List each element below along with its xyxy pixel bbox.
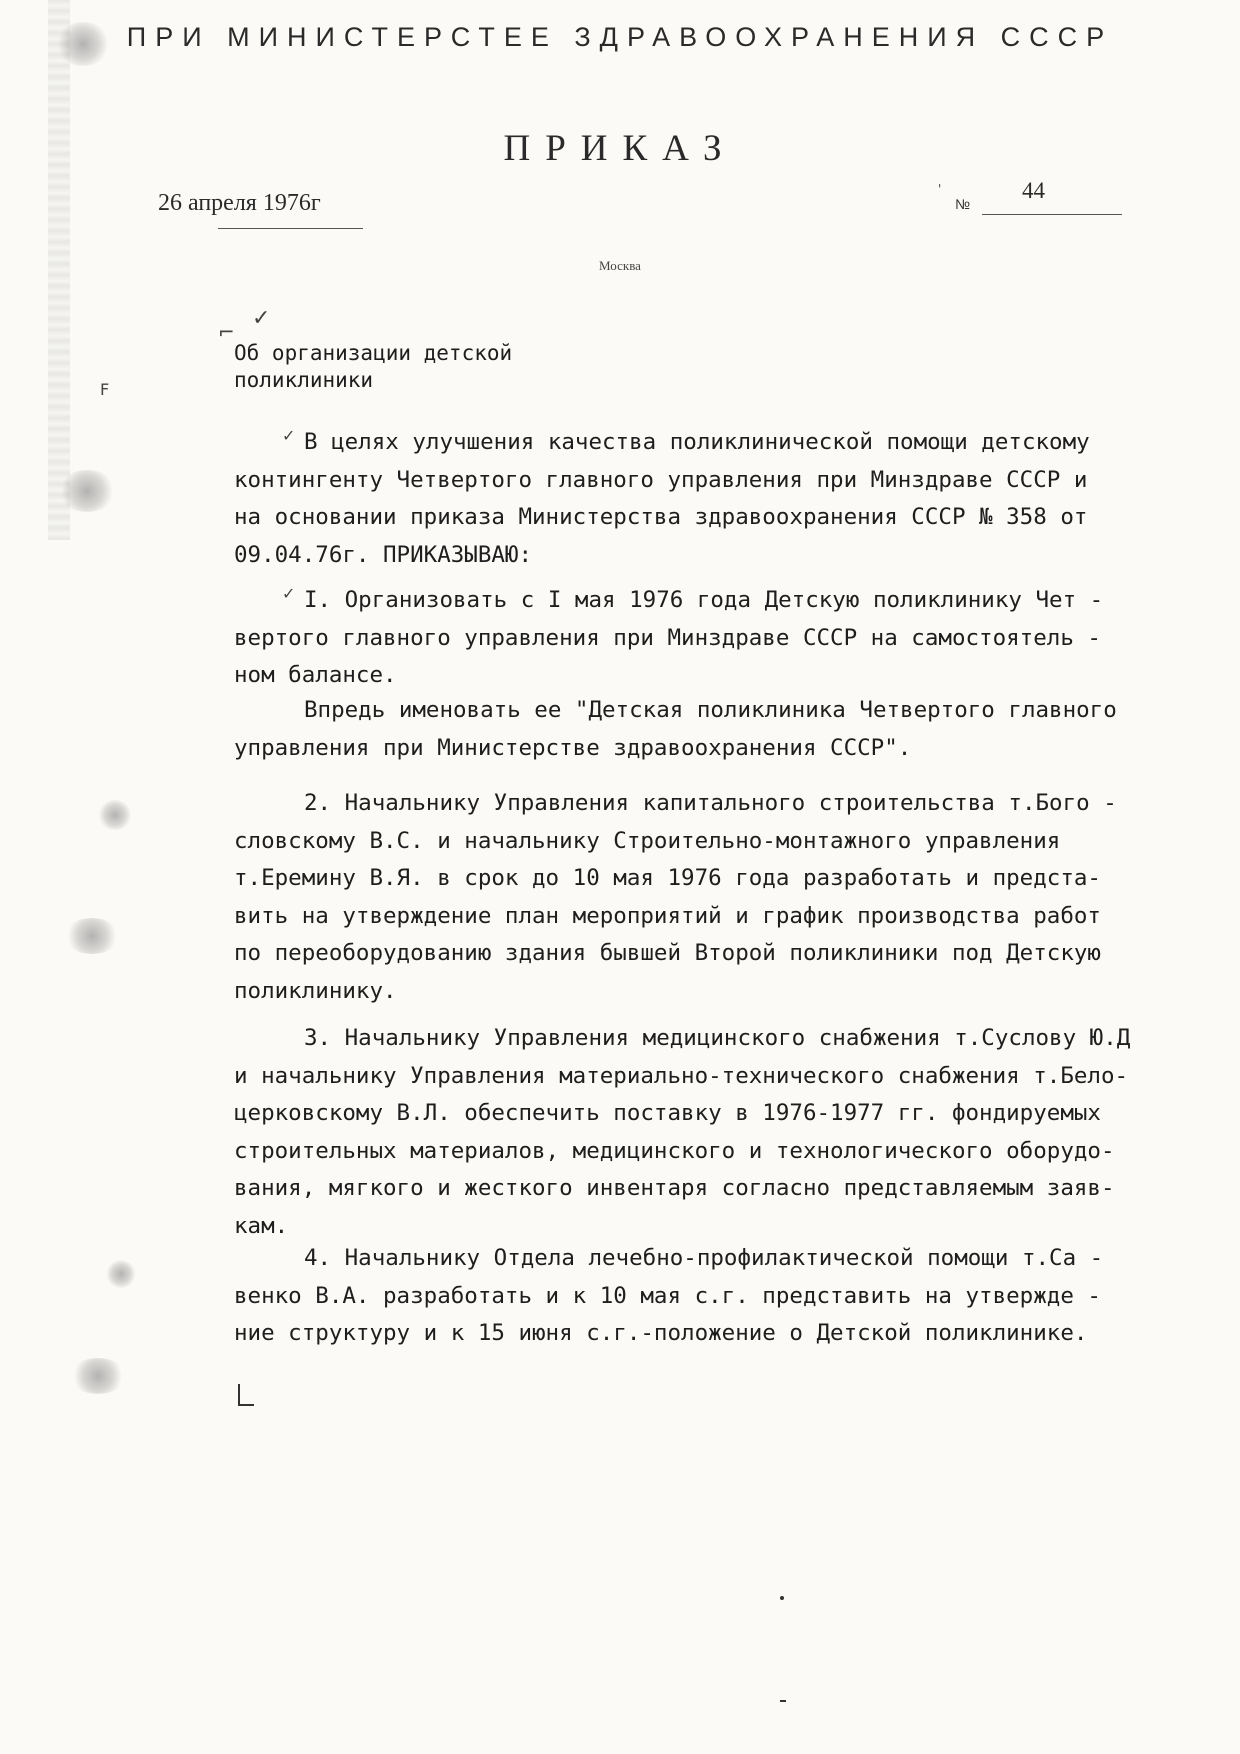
order-date: 26 апреля 1976г [158,190,321,216]
margin-mark: F [100,380,110,399]
checkmark-icon: ✓ [282,426,296,445]
scan-blot [98,800,132,830]
order-number: 44 [1022,178,1045,203]
issue-city: Москва [599,258,641,273]
order-number-label: № [955,196,971,212]
item-4-paragraph: 4. Начальнику Отдела лечебно-профилактической помощи т.Са - венко В.А. разработать и к 10 мая с.г. представить на утвержде - ние структуру и к 15 июня с.г.-положение о Детской поликлинике. [234,1245,1104,1346]
item-1-naming-paragraph: Впредь именовать ее "Детская поликлиника Четвертого главного управления при Министерстве здравоохранения СССР". [234,697,1117,761]
bracket-mark [238,1384,254,1406]
document-title: ПРИКАЗ [503,128,737,169]
order-subject: Об организации детской поликлиники [234,341,513,392]
item-3-paragraph: 3. Начальнику Управления медицинского снабжения т.Суслову Ю.Д и начальнику Управления материально-технического снабжения т.Бело- церковскому В.Л. обеспечить поставку в 1976-1977 гг. фондируемых строительных материалов, медицинского и технологического оборудо- вания, мягкого и жесткого инвентаря согласно представляемым заяв- кам. [234,1025,1131,1239]
tick-mark: ' [938,182,942,196]
date-underline [218,228,363,229]
scan-dot [780,1700,786,1702]
number-underline [982,214,1122,215]
scan-dot [780,1596,784,1600]
scan-blot [64,918,120,954]
issuing-authority: ПРИ МИНИСТЕРСТЕЕ ЗДРАВООХРАНЕНИЯ СССР [126,22,1114,52]
scan-blot [58,470,116,512]
item-2-paragraph: 2. Начальнику Управления капитального строительства т.Бого - словскому В.С. и начальнику Строительно-монтажного управления т.Еремину В.Я. в срок до 10 мая 1976 года разработать и предста- вить на утверждение план мероприятий и график производства работ по переоборудованию здания бывшей Второй поликлиники под Детскую поликлинику. [234,790,1117,1004]
preamble-paragraph: В целях улучшения качества поликлинической помощи детскому контингенту Четвертого главного управления при Минздраве СССР и на основании приказа Министерства здравоохранения СССР № 358 от 09.04.76г. ПРИКАЗЫВАЮ: [234,429,1090,568]
scan-blot [70,1358,126,1394]
checkmark-icon: ✓ [252,306,271,331]
scan-blot [106,1260,136,1288]
bracket-mark: ⌐ [218,320,235,344]
checkmark-icon: ✓ [282,584,296,603]
item-1-paragraph: I. Организовать с I мая 1976 года Детскую поликлинику Чет - вертого главного управления при Минздраве СССР на самостоятель - ном балансе. [234,587,1104,688]
